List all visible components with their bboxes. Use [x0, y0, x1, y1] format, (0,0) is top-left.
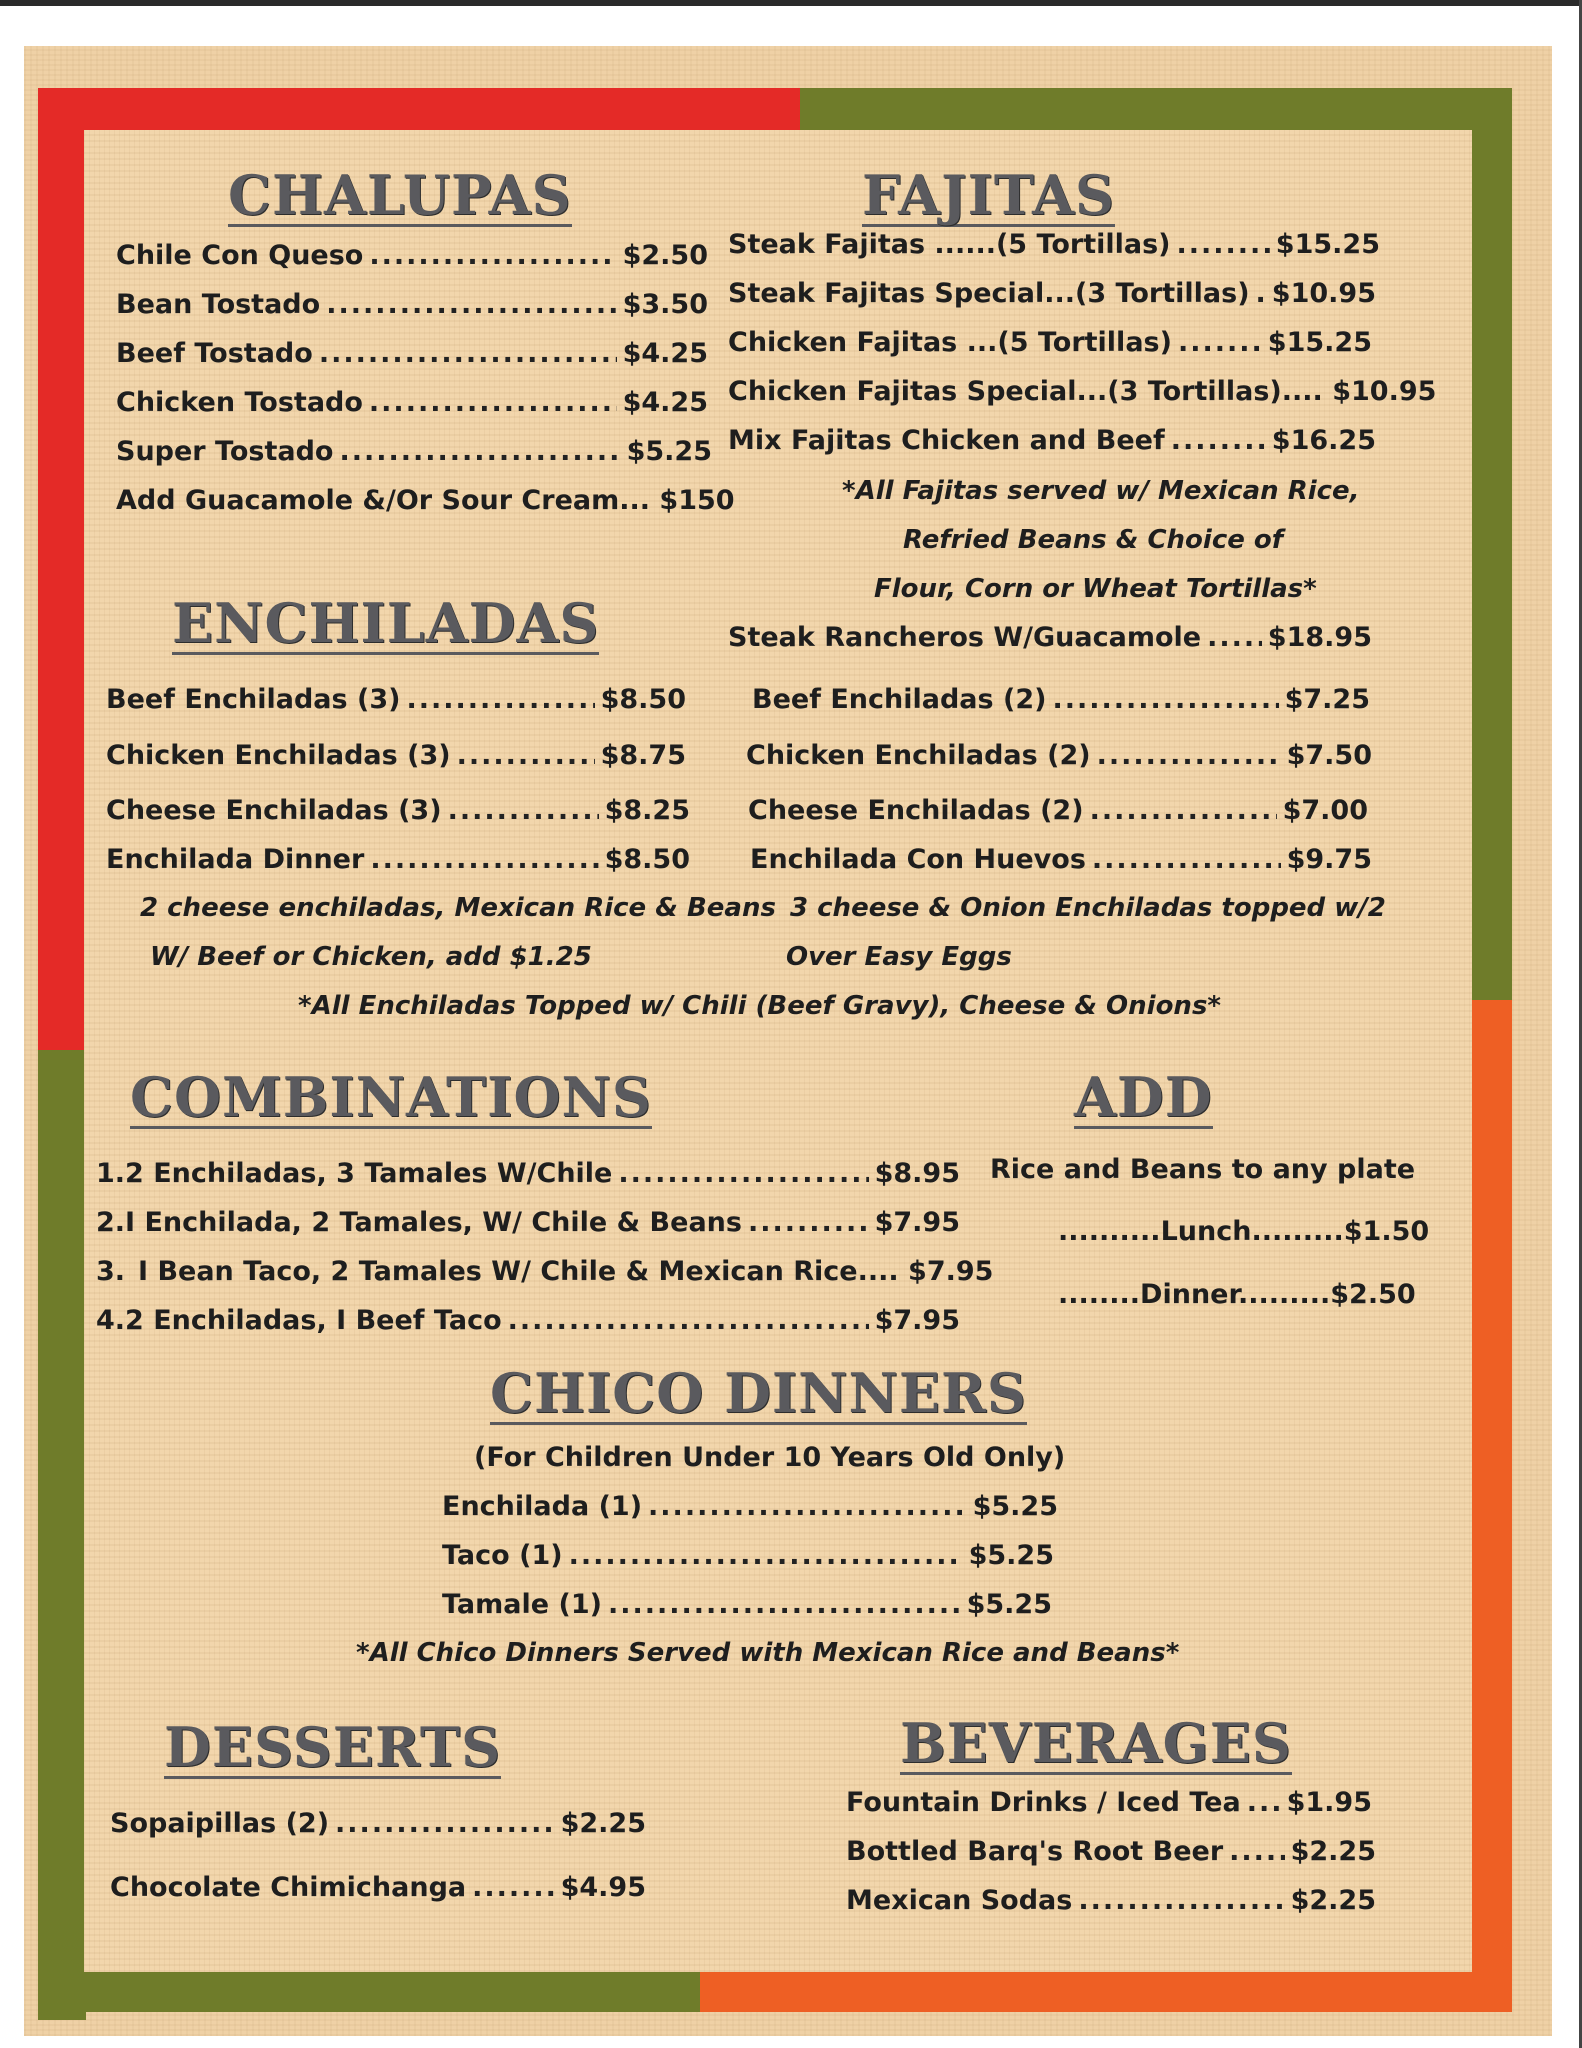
enchiladas-item: Enchilada Con Huevos ..... $9.75: [750, 844, 1372, 876]
beverages-title: BEVERAGES: [900, 1711, 1292, 1775]
combination-item: 4. 2 Enchiladas, I Beef Taco ..... $7.95: [96, 1305, 960, 1337]
chalupas-title: CHALUPAS: [228, 163, 572, 227]
combination-item: 2. I Enchilada, 2 Tamales, W/ Chile & Beans ..... $7.95: [96, 1207, 960, 1239]
fajitas-note: Flour, Corn or Wheat Tortillas*: [874, 574, 1317, 604]
chico-item: Tamale (1) ..... $5.25: [442, 1589, 1052, 1621]
chico-item: Taco (1) ..... $5.25: [442, 1540, 1054, 1572]
fajitas-item: Mix Fajitas Chicken and Beef ..... $16.25: [728, 425, 1376, 457]
chico-subtitle: (For Children Under 10 Years Old Only): [474, 1442, 1066, 1473]
add-title: ADD: [1074, 1065, 1213, 1129]
chalupas-addon: Add Guacamole &/Or Sour Cream... $150: [116, 485, 735, 516]
beverage-item: Fountain Drinks / Iced Tea ..... $1.95: [846, 1787, 1372, 1819]
enchiladas-footer: *All Enchiladas Topped w/ Chili (Beef Gravy), Cheese & Onions*: [298, 991, 1222, 1021]
desserts-title: DESSERTS: [164, 1715, 502, 1779]
fajitas-item: Chicken Fajitas ...(5 Tortillas) ..... $15.25: [728, 327, 1372, 359]
fajitas-title: FAJITAS: [862, 163, 1116, 227]
combination-item: 1. 2 Enchiladas, 3 Tamales W/Chile ..... $8.95: [96, 1158, 960, 1190]
fajitas-item: Steak Fajitas ......(5 Tortillas) ..... $15.25: [728, 229, 1380, 261]
enchiladas-note: 3 cheese & Onion Enchiladas topped w/2: [790, 893, 1386, 923]
enchiladas-item: Enchilada Dinner ..... $8.50: [106, 844, 690, 876]
fajitas-note: Refried Beans & Choice of: [903, 525, 1284, 555]
chalupas-item: Beef Tostado ..... $4.25: [116, 338, 708, 370]
border-left-red: [38, 88, 86, 1088]
scan-top-edge: [0, 0, 1582, 6]
add-lunch-price: ..........Lunch.........$1.50: [1058, 1216, 1430, 1247]
combinations-title: COMBINATIONS: [130, 1065, 652, 1129]
chico-dinners-title: CHICO DINNERS: [490, 1361, 1027, 1425]
enchiladas-item: Beef Enchiladas (2) ..... $7.25: [752, 684, 1370, 716]
enchiladas-item: Chicken Enchiladas (3) ..... $8.75: [106, 740, 686, 772]
enchiladas-note: 2 cheese enchiladas, Mexican Rice & Beans: [140, 893, 776, 923]
border-bottom-orange: [700, 1972, 1512, 2012]
chico-footer: *All Chico Dinners Served with Mexican Rice and Beans*: [356, 1638, 1180, 1668]
beverage-item: Mexican Sodas ..... $2.25: [846, 1885, 1376, 1917]
border-bottom-olive: [38, 1972, 798, 2012]
enchiladas-item: Beef Enchiladas (3) ..... $8.50: [106, 684, 686, 716]
enchiladas-title: ENCHILADAS: [172, 591, 600, 655]
chico-item: Enchilada (1) ..... $5.25: [442, 1491, 1058, 1523]
enchiladas-item: Cheese Enchiladas (2) ..... $7.00: [748, 795, 1368, 827]
enchiladas-note: W/ Beef or Chicken, add $1.25: [150, 942, 592, 972]
chalupas-item: Chicken Tostado ..... $4.25: [116, 387, 708, 419]
dessert-item: Chocolate Chimichanga ..... $4.95: [110, 1872, 646, 1904]
dessert-item: Sopaipillas (2) ..... $2.25: [110, 1808, 646, 1840]
enchiladas-item: Cheese Enchiladas (3) ..... $8.25: [106, 795, 690, 827]
combination-item: 3. I Bean Taco, 2 Tamales W/ Chile & Mexican Rice.... $7.95: [96, 1256, 994, 1287]
fajitas-item: Steak Fajitas Special...(3 Tortillas) ..... $10.95: [728, 278, 1376, 310]
fajitas-item: Chicken Fajitas Special...(3 Tortillas).... $10.95: [728, 376, 1437, 407]
border-top-olive: [800, 88, 1512, 132]
beverage-item: Bottled Barq's Root Beer ..... $2.25: [846, 1836, 1376, 1868]
add-dinner-price: ........Dinner.........$2.50: [1058, 1279, 1416, 1310]
border-left-olive: [38, 1050, 86, 2020]
enchiladas-note: Over Easy Eggs: [786, 942, 1012, 972]
chalupas-item: Chile Con Queso ..... $2.50: [116, 240, 708, 272]
fajitas-item: Steak Rancheros W/Guacamole ..... $18.95: [728, 622, 1372, 654]
fajitas-note: *All Fajitas served w/ Mexican Rice,: [842, 476, 1360, 506]
add-description: Rice and Beans to any plate: [990, 1154, 1416, 1185]
enchiladas-item: Chicken Enchiladas (2) ..... $7.50: [746, 740, 1372, 772]
chalupas-item: Bean Tostado ..... $3.50: [116, 289, 708, 321]
chalupas-item: Super Tostado ..... $5.25: [116, 436, 712, 468]
